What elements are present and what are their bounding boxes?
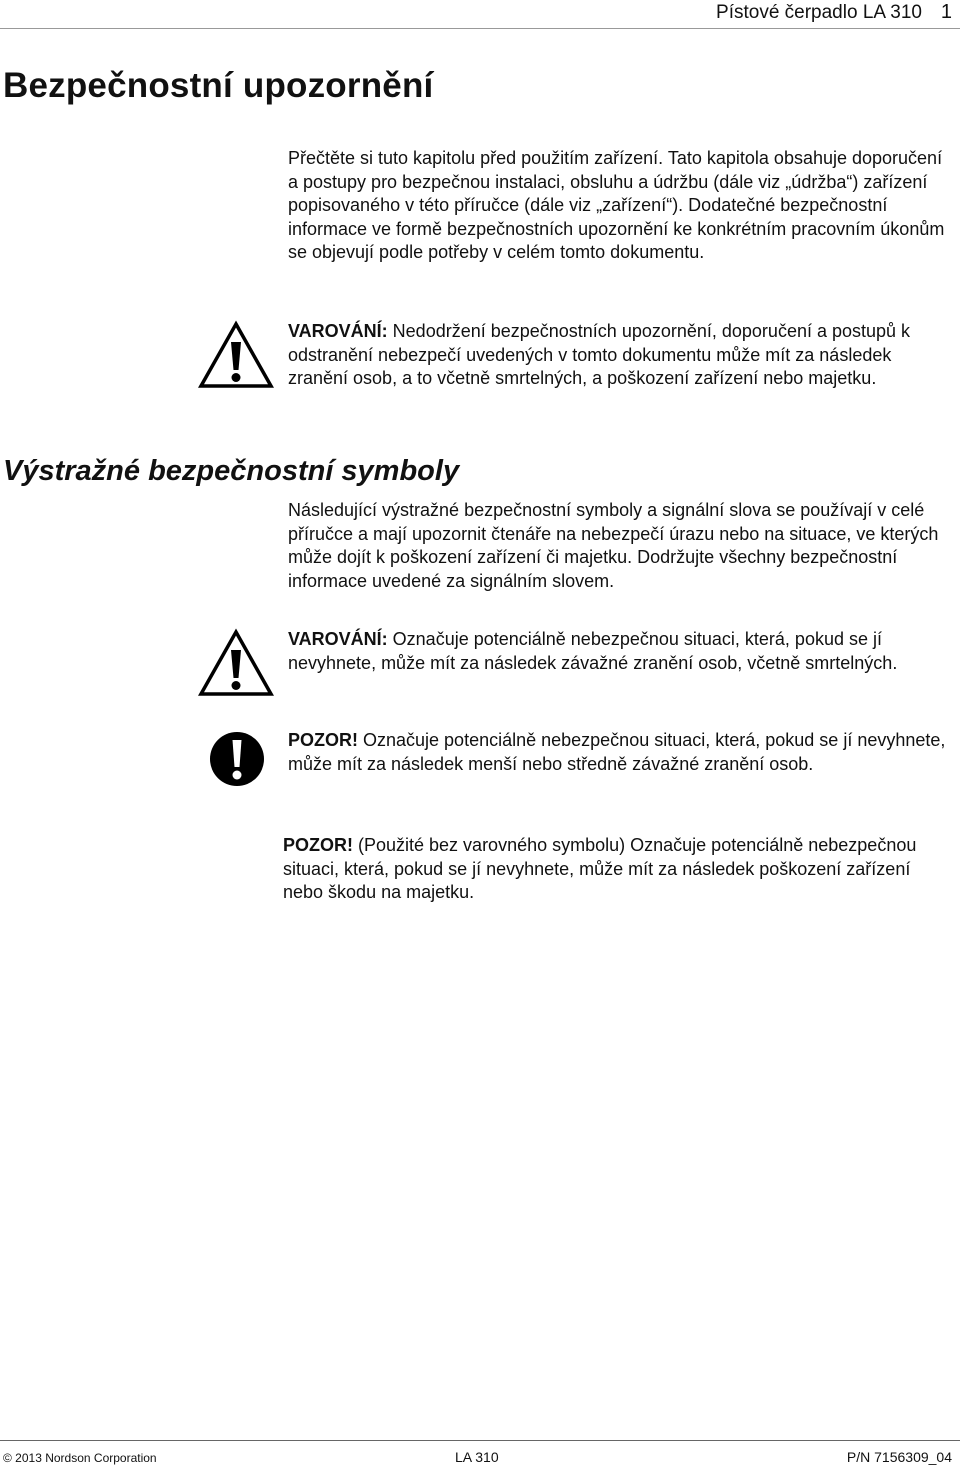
header-title: Pístové čerpadlo LA 310	[716, 2, 922, 23]
caution-no-symbol-paragraph	[283, 834, 923, 905]
page-header	[0, 0, 960, 29]
caution-label: POZOR!	[288, 730, 358, 750]
caution-no-symbol-text: (Použité bez varovného symbolu) Označuje potenciálně nebezpečnou situaci, která, pokud se jí nevyhnete, může mít za následek poškození zařízení nebo škodu na majetku.	[283, 835, 917, 902]
warning-definition-text: Označuje potenciálně nebezpečnou situaci, která, pokud se jí nevyhnete, může mít za následek závažné zranění osob, včetně smrtelných.	[288, 629, 898, 673]
caution-label: POZOR!	[283, 835, 353, 855]
footer-model: LA 310	[455, 1449, 499, 1465]
footer-divider	[0, 1440, 960, 1441]
page-number: 1	[940, 1, 952, 23]
symbols-intro-paragraph: Následující výstražné bezpečnostní symboly a signální slova se používají v celé příručce a mají upozornit čtenáře na nebezpečí úrazu nebo na situace, ve kterých může dojít k poškození zařízení či majetku. Dodržujte všechny bezpečnostní informace uvedené za signálním slovem.	[288, 500, 939, 591]
warning-triangle-icon	[198, 320, 274, 390]
caution-definition-paragraph	[288, 729, 953, 776]
page-title: Bezpečnostní upozornění	[3, 66, 434, 105]
warning-label: VAROVÁNÍ:	[288, 321, 388, 341]
caution-definition-text: Označuje potenciálně nebezpečnou situaci, která, pokud se jí nevyhnete, může mít za následek menší nebo středně závažné zranění osob.	[288, 730, 946, 774]
footer-part-number: P/N 7156309_04	[846, 1449, 952, 1465]
warning-definition-paragraph	[288, 628, 953, 675]
warning-label: VAROVÁNÍ:	[288, 629, 388, 649]
footer-copyright: © 2013 Nordson Corporation	[3, 1451, 157, 1465]
intro-paragraph: Přečtěte si tuto kapitolu před použitím zařízení. Tato kapitola obsahuje doporučení a postupy pro bezpečnou instalaci, obsluhu a údržbu (dále viz „údržba“) zařízení popisovaného v této příručce (dále viz „zařízení“). Dodatečné bezpečnostní informace ve formě bezpečnostních upozornění ke konkrétním pracovním úkonům se objevují podle potřeby v celém tomto dokumentu.	[288, 148, 945, 262]
main-warning-paragraph	[288, 320, 953, 391]
exclamation-circle-icon	[209, 731, 265, 787]
warning-triangle-icon	[198, 628, 274, 698]
warning-text: Nedodržení bezpečnostních upozornění, doporučení a postupů k odstranění nebezpečí uvedených v tomto dokumentu může mít za následek zranění osob, a to včetně smrtelných, a poškození zařízení nebo majetku.	[288, 321, 911, 388]
section-title: Výstražné bezpečnostní symboly	[3, 455, 460, 487]
